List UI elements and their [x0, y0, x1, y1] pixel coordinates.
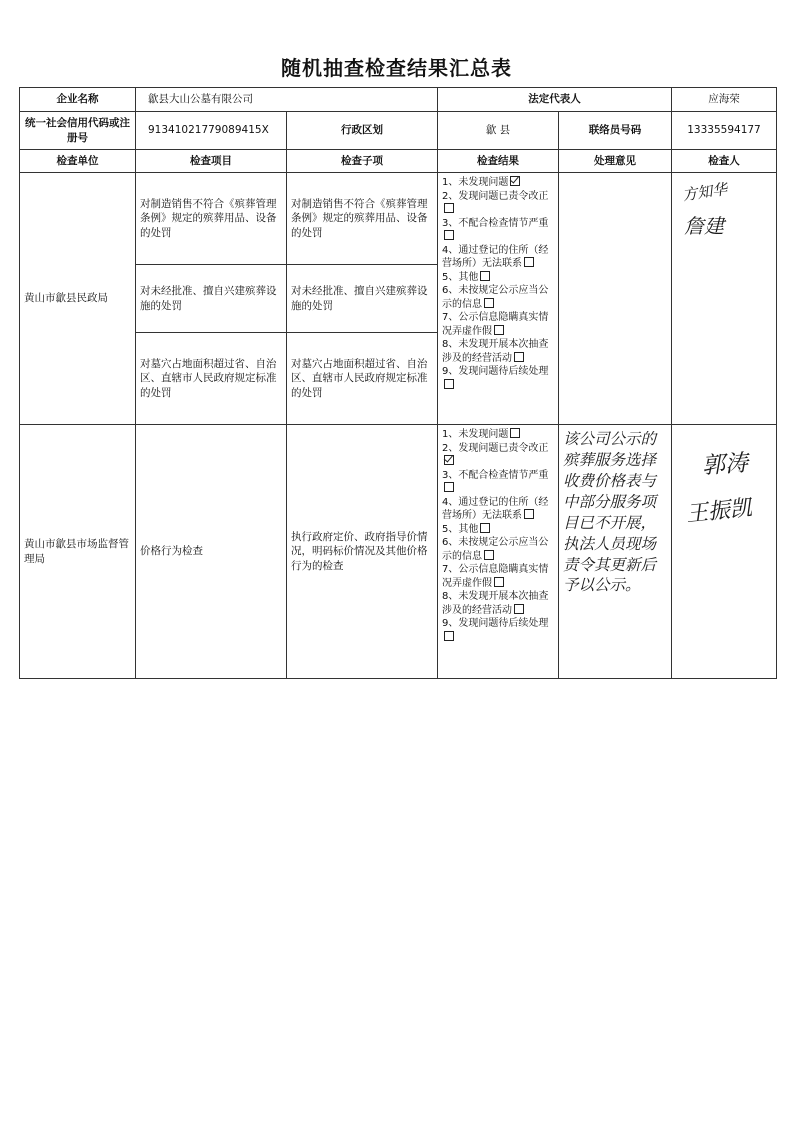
contact-value: 13335594177	[672, 112, 777, 150]
result-option: 5、其他	[442, 271, 555, 285]
inspection-summary-table	[19, 87, 777, 679]
result-option: 4、通过登记的住所（经营场所）无法联系	[442, 244, 549, 269]
group1-subitem-1: 对制造销售不符合《殡葬管理条例》规定的殡葬用品、设备的处罚	[287, 173, 438, 265]
checkbox-checked[interactable]	[444, 455, 454, 465]
checkbox[interactable]	[480, 271, 490, 281]
group2-subitem: 执行政府定价、政府指导价情况，明码标价情况及其他价格行为的检查	[287, 425, 438, 679]
result-option: 6、未按规定公示应当公示的信息	[442, 537, 549, 562]
checkbox[interactable]	[444, 631, 454, 641]
result-option: 9、发现问题待后续处理	[442, 365, 555, 392]
result-option: 7、公示信息隐瞒真实情况弄虚作假	[442, 312, 549, 337]
result-option: 8、未发现开展本次抽查涉及的经营活动	[442, 591, 549, 616]
checkbox[interactable]	[484, 298, 494, 308]
inspector-signature: 郭涛	[701, 450, 749, 480]
col-unit-header: 检查单位	[20, 150, 136, 173]
admin-region-value: 歙 县	[438, 112, 559, 150]
result-option: 2、发现问题已责令改正	[442, 442, 555, 469]
group2-opinion: 该公司公示的殡葬服务选择收费价格表与中部分服务项目已不开展，执法人员现场责令其更新后予以公示。	[559, 425, 672, 679]
result-option: 7、公示信息隐瞒真实情况弄虚作假	[442, 564, 549, 589]
col-item-header: 检查项目	[136, 150, 287, 173]
checkbox[interactable]	[524, 509, 534, 519]
checkbox[interactable]	[514, 604, 524, 614]
checkbox[interactable]	[494, 325, 504, 335]
checkbox[interactable]	[480, 523, 490, 533]
credit-code-value: 91341021779089415X	[136, 112, 287, 150]
group1-subitem-3: 对墓穴占地面积超过省、自治区、直辖市人民政府规定标准的处罚	[287, 333, 438, 425]
checkbox[interactable]	[494, 577, 504, 587]
contact-label: 联络员号码	[559, 112, 672, 150]
group2-item: 价格行为检查	[136, 425, 287, 679]
group1-item-3: 对墓穴占地面积超过省、自治区、直辖市人民政府规定标准的处罚	[136, 333, 287, 425]
result-option: 3、不配合检查情节严重	[442, 469, 555, 496]
checkbox-checked[interactable]	[510, 176, 520, 186]
inspector-signature: 詹建	[684, 214, 724, 239]
company-name-value: 歙县大山公墓有限公司	[136, 88, 438, 112]
checkbox[interactable]	[444, 482, 454, 492]
checkbox[interactable]	[444, 230, 454, 240]
group1-item-1: 对制造销售不符合《殡葬管理条例》规定的殡葬用品、设备的处罚	[136, 173, 287, 265]
credit-code-label: 统一社会信用代码或注册号	[20, 112, 136, 150]
result-option: 4、通过登记的住所（经营场所）无法联系	[442, 496, 549, 521]
inspector-signature: 王振凯	[684, 495, 754, 528]
column-header-row	[20, 150, 777, 173]
group1-inspectors	[672, 173, 777, 425]
checkbox[interactable]	[444, 379, 454, 389]
inspector-signature: 方知华	[681, 180, 729, 205]
company-name-label: 企业名称	[20, 88, 136, 112]
result-option: 9、发现问题待后续处理	[442, 617, 555, 644]
checkbox[interactable]	[444, 203, 454, 213]
group1-subitem-2: 对未经批准、擅自兴建殡葬设施的处罚	[287, 265, 438, 333]
group2-result-list	[438, 425, 559, 679]
result-option: 2、发现问题已责令改正	[442, 190, 555, 217]
credit-row	[20, 112, 777, 150]
checkbox[interactable]	[524, 257, 534, 267]
group1-item-2: 对未经批准、擅自兴建殡葬设施的处罚	[136, 265, 287, 333]
checkbox[interactable]	[514, 352, 524, 362]
page-title: 随机抽查检查结果汇总表	[281, 56, 512, 80]
result-option: 6、未按规定公示应当公示的信息	[442, 285, 549, 310]
col-opinion-header: 处理意见	[559, 150, 672, 173]
checkbox[interactable]	[510, 428, 520, 438]
col-result-header: 检查结果	[438, 150, 559, 173]
result-option: 5、其他	[442, 523, 555, 537]
result-option: 8、未发现开展本次抽查涉及的经营活动	[442, 339, 549, 364]
result-option: 1、未发现问题	[442, 428, 555, 442]
col-subitem-header: 检查子项	[287, 150, 438, 173]
legal-rep-value: 应海荣	[672, 88, 777, 112]
checkbox[interactable]	[484, 550, 494, 560]
legal-rep-label: 法定代表人	[438, 88, 672, 112]
admin-region-label: 行政区划	[287, 112, 438, 150]
group1-unit: 黄山市歙县民政局	[20, 173, 136, 425]
group1-opinion	[559, 173, 672, 425]
col-inspector-header: 检查人	[672, 150, 777, 173]
result-option: 3、不配合检查情节严重	[442, 217, 555, 244]
result-option: 1、未发现问题	[442, 176, 555, 190]
table-row	[20, 425, 777, 679]
group2-inspectors	[672, 425, 777, 679]
group2-unit: 黄山市歙县市场监督管理局	[20, 425, 136, 679]
company-row	[20, 88, 777, 112]
group1-result-list	[438, 173, 559, 425]
table-row	[20, 173, 777, 265]
